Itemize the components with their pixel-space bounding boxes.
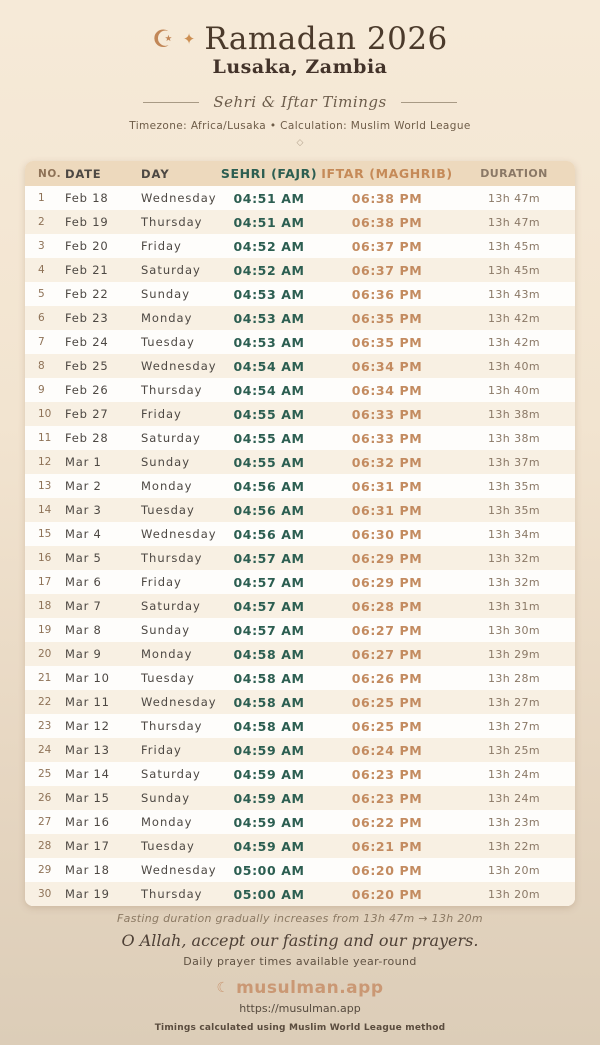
cell-no: 22: [38, 696, 52, 708]
cell-sehri: 04:55 AM: [233, 454, 305, 470]
table-row: [25, 330, 575, 354]
table-row: [25, 426, 575, 450]
cell-sehri: 04:59 AM: [233, 742, 305, 758]
cell-sehri: 04:57 AM: [233, 550, 305, 566]
timezone-calculation-meta: Timezone: Africa/Lusaka • Calculation: Muslim World League: [129, 120, 471, 132]
crescent-star-icon: ☪: [152, 24, 174, 53]
cell-sehri: 04:56 AM: [233, 502, 305, 518]
table-row: [25, 666, 575, 690]
cell-no: 26: [38, 792, 52, 804]
cell-day: Tuesday: [141, 671, 195, 685]
cell-date: Mar 7: [65, 599, 102, 613]
cell-sehri: 04:58 AM: [233, 718, 305, 734]
cell-no: 24: [38, 744, 52, 756]
cell-date: Mar 6: [65, 575, 102, 589]
cell-day: Wednesday: [141, 359, 217, 373]
cell-sehri: 04:58 AM: [233, 694, 305, 710]
cell-iftar: 06:20 PM: [351, 886, 423, 902]
brand-url-link[interactable]: https://musulman.app: [239, 1002, 361, 1015]
cell-day: Saturday: [141, 431, 201, 445]
cell-sehri: 04:55 AM: [233, 430, 305, 446]
table-row: [25, 210, 575, 234]
cell-duration: 13h 42m: [488, 335, 540, 349]
cell-iftar: 06:33 PM: [351, 430, 423, 446]
cell-day: Friday: [141, 407, 182, 421]
column-header-sehri: SEHRI (FAJR): [220, 166, 318, 181]
cell-no: 30: [38, 888, 52, 900]
diamond-ornament-icon: ◇: [296, 138, 304, 148]
cell-sehri: 04:56 AM: [233, 526, 305, 542]
cell-duration: 13h 40m: [488, 383, 540, 397]
four-pointed-star-icon: ✦: [182, 30, 196, 48]
cell-date: Mar 2: [65, 479, 102, 493]
cell-no: 23: [38, 720, 52, 732]
table-row: [25, 522, 575, 546]
cell-day: Monday: [141, 479, 193, 493]
cell-no: 14: [38, 504, 52, 516]
cell-iftar: 06:33 PM: [351, 406, 423, 422]
cell-date: Mar 4: [65, 527, 102, 541]
cell-date: Feb 23: [65, 311, 109, 325]
cell-sehri: 04:51 AM: [233, 214, 305, 230]
cell-day: Friday: [141, 575, 182, 589]
cell-iftar: 06:27 PM: [351, 646, 423, 662]
cell-date: Feb 22: [65, 287, 109, 301]
cell-sehri: 04:52 AM: [233, 262, 305, 278]
cell-no: 19: [38, 624, 52, 636]
cell-sehri: 04:55 AM: [233, 406, 305, 422]
fasting-duration-note: Fasting duration gradually increases from 13h 47m → 13h 20m: [117, 912, 483, 925]
column-header-date: DATE: [65, 166, 102, 181]
column-header-duration: DURATION: [480, 167, 548, 180]
cell-no: 18: [38, 600, 52, 612]
cell-date: Mar 14: [65, 767, 110, 781]
cell-sehri: 04:56 AM: [233, 478, 305, 494]
table-header-row: [25, 161, 575, 186]
cell-iftar: 06:29 PM: [351, 550, 423, 566]
cell-day: Monday: [141, 815, 193, 829]
cell-no: 28: [38, 840, 52, 852]
cell-duration: 13h 45m: [488, 239, 540, 253]
cell-sehri: 04:53 AM: [233, 310, 305, 326]
calculation-method-text: Timings calculated using Muslim World League method: [154, 1023, 446, 1033]
cell-date: Mar 3: [65, 503, 102, 517]
cell-no: 5: [38, 288, 45, 300]
cell-date: Feb 26: [65, 383, 109, 397]
cell-duration: 13h 37m: [488, 455, 540, 469]
cell-no: 4: [38, 264, 45, 276]
cell-no: 11: [38, 432, 52, 444]
cell-iftar: 06:35 PM: [351, 334, 423, 350]
divider-line-right: [401, 102, 457, 103]
table-body: [25, 186, 575, 906]
cell-sehri: 04:58 AM: [233, 646, 305, 662]
cell-iftar: 06:32 PM: [351, 454, 423, 470]
cell-no: 27: [38, 816, 52, 828]
cell-date: Feb 18: [65, 191, 109, 205]
cell-date: Mar 18: [65, 863, 110, 877]
table-row: [25, 834, 575, 858]
cell-day: Tuesday: [141, 839, 195, 853]
cell-day: Tuesday: [141, 503, 195, 517]
cell-iftar: 06:26 PM: [351, 670, 423, 686]
cell-sehri: 04:54 AM: [233, 358, 305, 374]
cell-date: Mar 15: [65, 791, 110, 805]
cell-iftar: 06:21 PM: [351, 838, 423, 854]
cell-duration: 13h 24m: [488, 767, 540, 781]
cell-duration: 13h 34m: [488, 527, 540, 541]
cell-date: Feb 25: [65, 359, 109, 373]
brand-crescent-icon: ☾: [216, 980, 230, 996]
cell-day: Monday: [141, 311, 193, 325]
cell-iftar: 06:20 PM: [351, 862, 423, 878]
section-divider: [143, 93, 456, 111]
cell-date: Feb 27: [65, 407, 109, 421]
cell-date: Feb 20: [65, 239, 109, 253]
cell-duration: 13h 25m: [488, 743, 540, 757]
cell-date: Mar 10: [65, 671, 110, 685]
cell-date: Mar 12: [65, 719, 110, 733]
cell-day: Wednesday: [141, 863, 217, 877]
cell-date: Feb 28: [65, 431, 109, 445]
cell-duration: 13h 32m: [488, 551, 540, 565]
cell-no: 10: [38, 408, 52, 420]
cell-iftar: 06:38 PM: [351, 214, 423, 230]
cell-day: Saturday: [141, 599, 201, 613]
cell-day: Thursday: [141, 719, 203, 733]
cell-sehri: 04:57 AM: [233, 622, 305, 638]
cell-duration: 13h 45m: [488, 263, 540, 277]
column-header-iftar: IFTAR (MAGHRIB): [321, 166, 453, 181]
cell-duration: 13h 31m: [488, 599, 540, 613]
cell-sehri: 04:57 AM: [233, 574, 305, 590]
cell-date: Mar 8: [65, 623, 102, 637]
cell-no: 1: [38, 192, 45, 204]
cell-iftar: 06:29 PM: [351, 574, 423, 590]
cell-sehri: 04:58 AM: [233, 670, 305, 686]
cell-date: Mar 11: [65, 695, 110, 709]
table-row: [25, 234, 575, 258]
table-row: [25, 306, 575, 330]
cell-sehri: 04:59 AM: [233, 790, 305, 806]
cell-iftar: 06:25 PM: [351, 718, 423, 734]
cell-no: 2: [38, 216, 45, 228]
divider-line-left: [143, 102, 199, 103]
cell-iftar: 06:22 PM: [351, 814, 423, 830]
cell-day: Wednesday: [141, 191, 217, 205]
cell-duration: 13h 20m: [488, 863, 540, 877]
cell-date: Mar 19: [65, 887, 110, 901]
table-row: [25, 618, 575, 642]
table-row: [25, 810, 575, 834]
cell-day: Wednesday: [141, 527, 217, 541]
cell-duration: 13h 29m: [488, 647, 540, 661]
cell-iftar: 06:25 PM: [351, 694, 423, 710]
cell-iftar: 06:38 PM: [351, 190, 423, 206]
cell-duration: 13h 35m: [488, 503, 540, 517]
cell-date: Mar 9: [65, 647, 102, 661]
cell-no: 20: [38, 648, 52, 660]
cell-day: Thursday: [141, 551, 203, 565]
cell-no: 7: [38, 336, 45, 348]
table-row: [25, 714, 575, 738]
table-row: [25, 738, 575, 762]
cell-sehri: 05:00 AM: [233, 886, 305, 902]
cell-iftar: 06:35 PM: [351, 310, 423, 326]
page-title: Ramadan 2026: [204, 21, 448, 57]
cell-day: Wednesday: [141, 695, 217, 709]
cell-duration: 13h 43m: [488, 287, 540, 301]
table-row: [25, 450, 575, 474]
cell-sehri: 04:59 AM: [233, 766, 305, 782]
table-row: [25, 642, 575, 666]
cell-iftar: 06:28 PM: [351, 598, 423, 614]
table-row: [25, 282, 575, 306]
section-title: Sehri & Iftar Timings: [213, 93, 387, 111]
table-row: [25, 690, 575, 714]
cell-iftar: 06:34 PM: [351, 358, 423, 374]
cell-iftar: 06:37 PM: [351, 262, 423, 278]
cell-iftar: 06:23 PM: [351, 790, 423, 806]
cell-duration: 13h 38m: [488, 407, 540, 421]
location-subtitle: Lusaka, Zambia: [212, 56, 388, 78]
availability-text: Daily prayer times available year-round: [183, 955, 417, 968]
cell-duration: 13h 40m: [488, 359, 540, 373]
cell-day: Thursday: [141, 215, 203, 229]
cell-sehri: 05:00 AM: [233, 862, 305, 878]
cell-iftar: 06:31 PM: [351, 478, 423, 494]
cell-date: Feb 24: [65, 335, 109, 349]
cell-sehri: 04:54 AM: [233, 382, 305, 398]
table-row: [25, 474, 575, 498]
cell-duration: 13h 22m: [488, 839, 540, 853]
table-row: [25, 354, 575, 378]
cell-duration: 13h 47m: [488, 191, 540, 205]
cell-iftar: 06:23 PM: [351, 766, 423, 782]
table-row: [25, 762, 575, 786]
cell-iftar: 06:31 PM: [351, 502, 423, 518]
cell-duration: 13h 24m: [488, 791, 540, 805]
cell-day: Monday: [141, 647, 193, 661]
cell-iftar: 06:34 PM: [351, 382, 423, 398]
table-row: [25, 378, 575, 402]
cell-date: Mar 1: [65, 455, 102, 469]
column-header-no: NO.: [38, 167, 62, 180]
cell-day: Saturday: [141, 767, 201, 781]
cell-duration: 13h 30m: [488, 623, 540, 637]
cell-sehri: 04:57 AM: [233, 598, 305, 614]
cell-no: 13: [38, 480, 52, 492]
cell-sehri: 04:53 AM: [233, 286, 305, 302]
cell-duration: 13h 35m: [488, 479, 540, 493]
cell-duration: 13h 27m: [488, 695, 540, 709]
table-row: [25, 546, 575, 570]
cell-day: Thursday: [141, 383, 203, 397]
table-row: [25, 858, 575, 882]
cell-duration: 13h 23m: [488, 815, 540, 829]
cell-duration: 13h 38m: [488, 431, 540, 445]
cell-iftar: 06:37 PM: [351, 238, 423, 254]
cell-duration: 13h 27m: [488, 719, 540, 733]
cell-sehri: 04:59 AM: [233, 814, 305, 830]
cell-iftar: 06:24 PM: [351, 742, 423, 758]
cell-no: 16: [38, 552, 52, 564]
table-row: [25, 258, 575, 282]
cell-sehri: 04:52 AM: [233, 238, 305, 254]
table-row: [25, 594, 575, 618]
brand-name: musulman.app: [236, 978, 384, 998]
table-row: [25, 786, 575, 810]
cell-day: Sunday: [141, 791, 191, 805]
timings-table: [25, 161, 575, 906]
table-row: [25, 186, 575, 210]
cell-sehri: 04:53 AM: [233, 334, 305, 350]
cell-duration: 13h 28m: [488, 671, 540, 685]
cell-day: Tuesday: [141, 335, 195, 349]
cell-no: 25: [38, 768, 52, 780]
cell-no: 17: [38, 576, 52, 588]
column-header-day: DAY: [141, 166, 170, 181]
brand: [217, 978, 384, 998]
cell-day: Saturday: [141, 263, 201, 277]
cell-iftar: 06:36 PM: [351, 286, 423, 302]
cell-date: Feb 21: [65, 263, 109, 277]
cell-duration: 13h 20m: [488, 887, 540, 901]
table-row: [25, 498, 575, 522]
cell-day: Friday: [141, 239, 182, 253]
cell-no: 8: [38, 360, 45, 372]
cell-no: 9: [38, 384, 45, 396]
cell-duration: 13h 42m: [488, 311, 540, 325]
cell-duration: 13h 32m: [488, 575, 540, 589]
dua-text: O Allah, accept our fasting and our prayers.: [121, 931, 479, 950]
cell-no: 6: [38, 312, 45, 324]
cell-day: Thursday: [141, 887, 203, 901]
table-row: [25, 402, 575, 426]
cell-sehri: 04:51 AM: [233, 190, 305, 206]
cell-date: Feb 19: [65, 215, 109, 229]
cell-date: Mar 17: [65, 839, 110, 853]
cell-no: 3: [38, 240, 45, 252]
cell-no: 21: [38, 672, 52, 684]
cell-no: 15: [38, 528, 52, 540]
cell-duration: 13h 47m: [488, 215, 540, 229]
cell-date: Mar 13: [65, 743, 110, 757]
cell-day: Friday: [141, 743, 182, 757]
cell-no: 29: [38, 864, 52, 876]
cell-sehri: 04:59 AM: [233, 838, 305, 854]
cell-date: Mar 5: [65, 551, 102, 565]
table-row: [25, 882, 575, 906]
cell-no: 12: [38, 456, 52, 468]
cell-date: Mar 16: [65, 815, 110, 829]
table-row: [25, 570, 575, 594]
cell-iftar: 06:30 PM: [351, 526, 423, 542]
page-header: [152, 21, 448, 57]
cell-day: Sunday: [141, 287, 191, 301]
cell-iftar: 06:27 PM: [351, 622, 423, 638]
cell-day: Sunday: [141, 623, 191, 637]
cell-day: Sunday: [141, 455, 191, 469]
